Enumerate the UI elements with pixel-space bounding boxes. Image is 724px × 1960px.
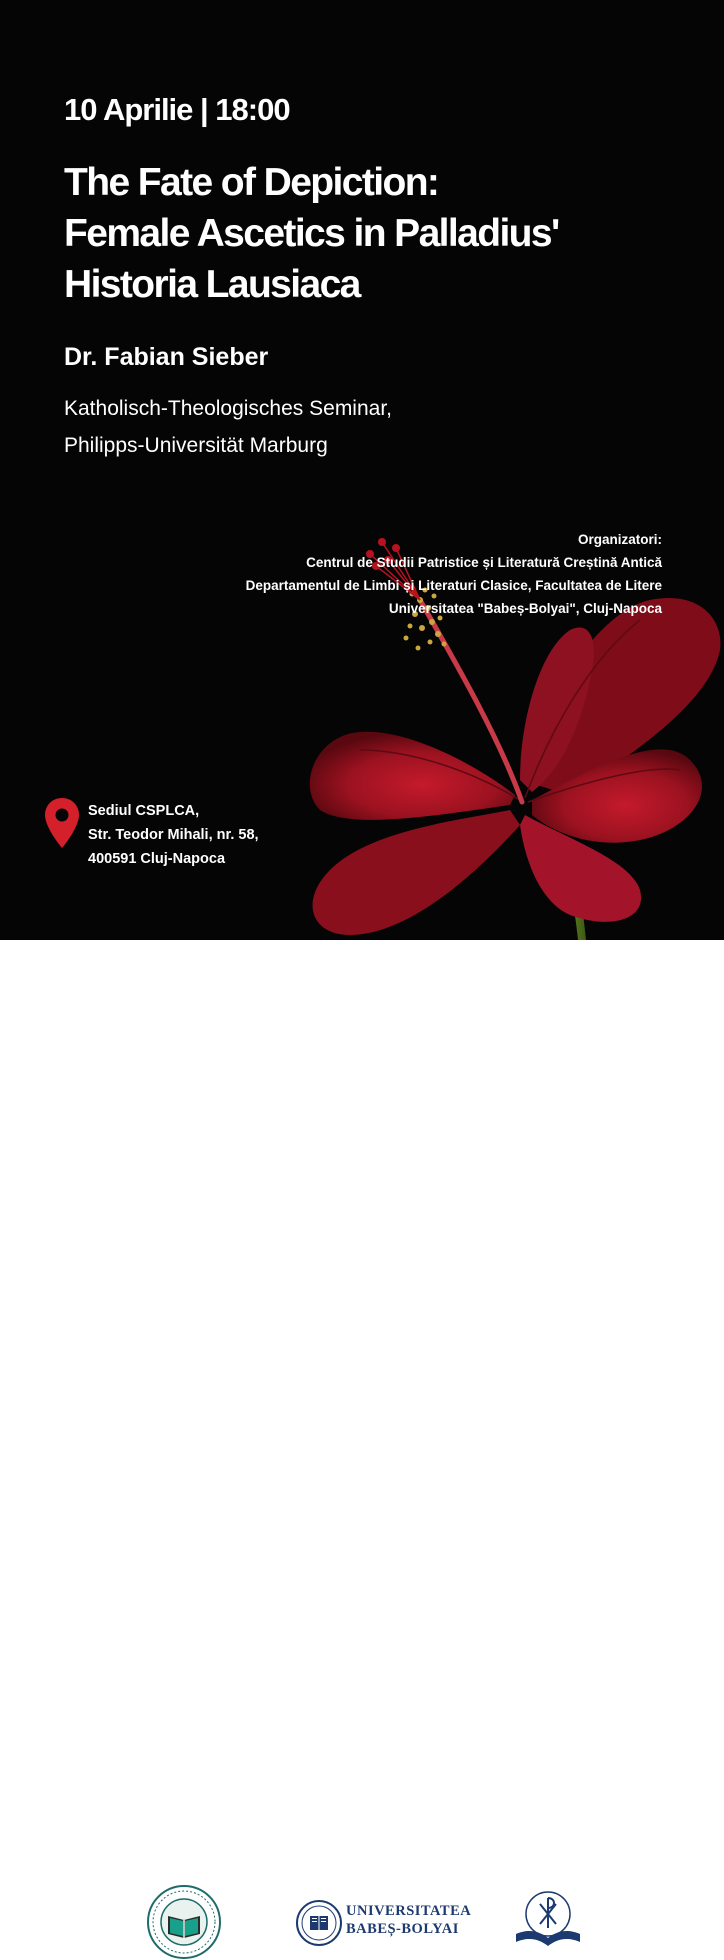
event-title-line: Female Ascetics in Palladius' (64, 212, 559, 255)
venue-address (88, 799, 259, 871)
organizer-line: Centrul de Studii Patristice și Literatură Creștină Antică (306, 555, 662, 570)
faculty-of-letters-logo (146, 1884, 222, 1960)
event-title (64, 157, 704, 310)
ubb-name-line: BABEȘ-BOLYAI (346, 1921, 459, 1937)
poster-dark-area (0, 0, 724, 940)
organizer-line: Departamentul de Limbi și Literaturi Clasice, Facultatea de Litere (245, 578, 662, 593)
affiliation-line: Katholisch-Theologisches Seminar, (64, 397, 393, 420)
organizer-line: Universitatea "Babeș-Bolyai", Cluj-Napoca (388, 601, 662, 616)
affiliation-line: Philipps-Universität Marburg (64, 434, 328, 457)
venue-line: Sediul CSPLCA, (88, 803, 200, 819)
organizers-block (246, 528, 662, 620)
event-date-time: 10 Aprilie | 18:00 (64, 92, 290, 127)
ubb-name-line: UNIVERSITATEA (346, 1903, 472, 1919)
speaker-name: Dr. Fabian Sieber (64, 343, 269, 371)
speaker-affiliation (64, 390, 392, 464)
ubb-name (346, 1902, 471, 1938)
patristic-center-logo (510, 1888, 586, 1952)
venue-line: 400591 Cluj-Napoca (88, 851, 226, 867)
ubb-logo (296, 1900, 342, 1946)
logo-footer (0, 940, 724, 1937)
event-title-line: The Fate of Depiction: (64, 161, 439, 204)
venue-line: Str. Teodor Mihali, nr. 58, (88, 827, 259, 843)
location-pin-icon (44, 797, 80, 849)
event-title-line: Historia Lausiaca (64, 263, 360, 306)
organizers-heading: Organizatori: (577, 532, 662, 547)
